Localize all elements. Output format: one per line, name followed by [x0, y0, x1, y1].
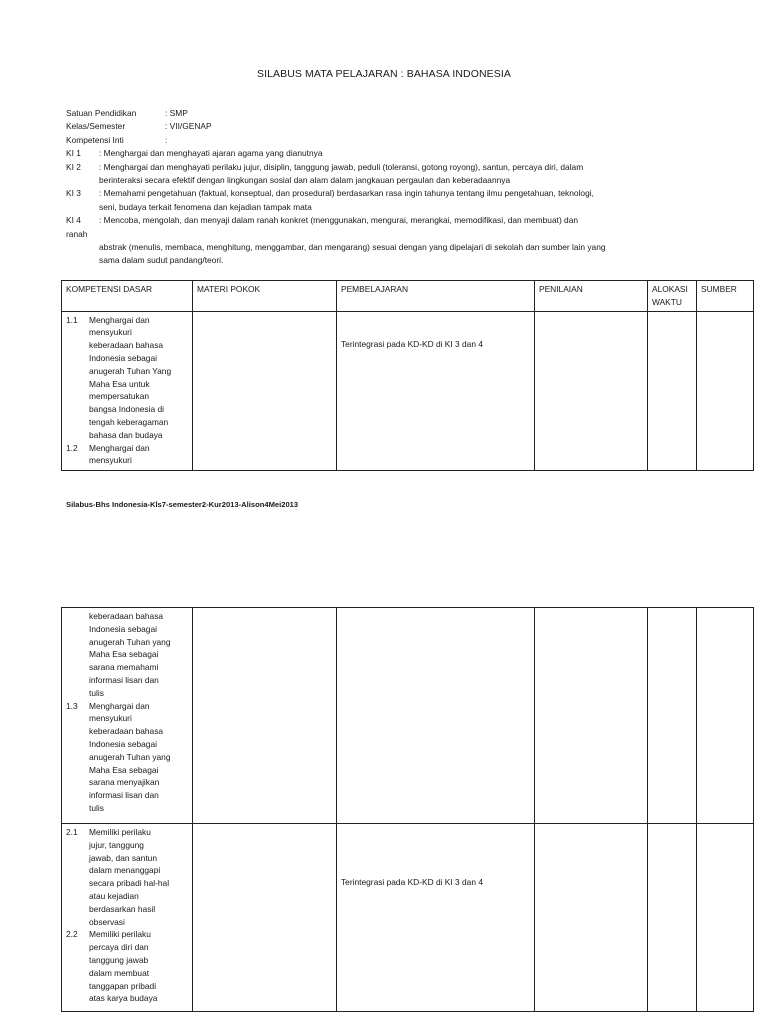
meta-value: : SMP	[165, 108, 188, 118]
table-row	[62, 608, 754, 824]
meta-value: :	[165, 134, 168, 145]
meta-label: Kelas/Semester	[66, 121, 126, 132]
ki-1	[66, 147, 716, 160]
ki-number: KI 4	[66, 215, 81, 226]
document-footer: Silabus-Bhs Indonesia-Kls7-semester2-Kur2013-Alison4Mei2013	[66, 500, 299, 509]
ki-text: : Menghargai dan menghayati perilaku jujur, disiplin, tanggung jawab, peduli (toleransi, gotong royong), santun, percaya diri, dalam	[99, 161, 584, 172]
cell-kompetensi-dasar	[62, 608, 193, 824]
ki-text: : Menghargai dan menghayati ajaran agama yang dianutnya	[99, 148, 323, 159]
kd-item-1-1	[66, 314, 188, 442]
cell-kompetensi-dasar	[62, 311, 193, 470]
kd-item-1-2	[66, 442, 188, 468]
kd-number: 1.2	[66, 442, 78, 453]
ki-text: : Memahami pengetahuan (faktual, konseptual, dan prosedural) berdasarkan rasa ingin tahunya tentang ilmu pengetahuan, teknologi,	[99, 188, 594, 199]
cell-alokasi-waktu	[648, 311, 697, 470]
header-penilaian: PENILAIAN	[535, 281, 648, 312]
cell-penilaian	[535, 311, 648, 470]
kd-item-continued	[66, 610, 188, 700]
page-title: SILABUS MATA PELAJARAN : BAHASA INDONESIA	[256, 68, 512, 80]
kd-text: keberadaan bahasa Indonesia sebagai anugerah Tuhan yang Maha Esa sebagai sarana memahami informasi lisan dan tulis	[89, 611, 171, 698]
cell-pembelajaran	[337, 608, 535, 824]
ki-4-continuation: sama dalam sudut pandang/teori.	[99, 255, 224, 266]
syllabus-table-2	[61, 607, 754, 1012]
kd-number: 2.2	[66, 929, 78, 940]
kd-item-1-3	[66, 700, 188, 815]
header-pembelajaran: PEMBELAJARAN	[337, 281, 535, 312]
meta-label: Kompetensi Inti	[66, 134, 124, 145]
meta-label: Satuan Pendidikan	[66, 108, 137, 118]
syllabus-table-1	[61, 280, 754, 471]
kd-text: Menghargai dan mensyukuri	[89, 442, 150, 466]
table-row	[62, 311, 754, 470]
kd-number: 1.1	[66, 314, 78, 325]
pembelajaran-note: Terintegrasi pada KD-KD di KI 3 dan 4	[341, 338, 483, 349]
syllabus-meta	[66, 107, 716, 268]
meta-satuan	[66, 107, 716, 120]
meta-kelas	[66, 120, 716, 133]
cell-pembelajaran	[337, 824, 535, 1012]
ki-number: KI 2	[66, 161, 81, 172]
ki-3	[66, 187, 716, 200]
kd-text: Menghargai dan mensyukuri keberadaan bahasa Indonesia sebagai anugerah Tuhan Yang Maha Esa untuk mempersatukan bangsa Indonesia di tengah keberagaman bahasa dan budaya	[89, 314, 172, 440]
kd-number: 1.3	[66, 700, 78, 711]
kd-item-2-1	[66, 826, 188, 928]
cell-sumber	[697, 608, 754, 824]
cell-penilaian	[535, 824, 648, 1012]
cell-alokasi-waktu	[648, 824, 697, 1012]
cell-penilaian	[535, 608, 648, 824]
kd-text: Memiliki perilaku percaya diri dan tanggung jawab dalam membuat tanggapan pribadi atas karya budaya	[89, 929, 158, 1004]
cell-sumber	[697, 311, 754, 470]
ki-4	[66, 214, 716, 227]
pembelajaran-note: Terintegrasi pada KD-KD di KI 3 dan 4	[341, 877, 483, 887]
ki-3-continuation: seni, budaya terkait fenomena dan kejadian tampak mata	[99, 201, 312, 212]
ki-number: KI 1	[66, 148, 81, 159]
kd-text: Menghargai dan mensyukuri keberadaan bahasa Indonesia sebagai anugerah Tuhan yang Maha Esa sebagai sarana menyajikan informasi lisan dan tulis	[89, 700, 171, 813]
header-sumber: SUMBER	[697, 281, 754, 312]
ki-4-continuation: abstrak (menulis, membaca, menghitung, menggambar, dan mengarang) sesuai dengan yang dipelajari di sekolah dan sumber lain yang	[99, 242, 606, 253]
cell-sumber	[697, 824, 754, 1012]
cell-materi-pokok	[193, 311, 337, 470]
cell-kompetensi-dasar	[62, 824, 193, 1012]
header-alokasi-waktu: ALOKASI WAKTU	[648, 281, 697, 312]
cell-pembelajaran	[337, 311, 535, 470]
meta-kompetensi	[66, 134, 716, 147]
table-header-row	[62, 281, 754, 312]
table-row	[62, 824, 754, 1012]
ki-text: : Mencoba, mengolah, dan menyaji dalam ranah konkret (menggunakan, mengurai, merangkai, memodifikasi, dan membuat) dan	[99, 215, 579, 226]
ki-4-ranah: ranah	[66, 228, 88, 239]
ki-2-continuation: berinteraksi secara efektif dengan lingkungan sosial dan alam dalam jangkauan pergaulan dan keberadaannya	[99, 175, 511, 186]
ki-2	[66, 161, 716, 174]
kd-number: 2.1	[66, 827, 78, 837]
kd-text: Memiliki perilaku jujur, tanggung jawab, dan santun dalam menanggapi secara pribadi hal-hal atau kejadian berdasarkan hasil observasi	[89, 827, 170, 927]
ki-number: KI 3	[66, 188, 81, 199]
header-kompetensi-dasar: KOMPETENSI DASAR	[62, 281, 193, 312]
kd-item-2-2	[66, 928, 188, 1005]
header-materi-pokok: MATERI POKOK	[193, 281, 337, 312]
cell-alokasi-waktu	[648, 608, 697, 824]
meta-value: : VII/GENAP	[165, 121, 212, 132]
cell-materi-pokok	[193, 608, 337, 824]
cell-materi-pokok	[193, 824, 337, 1012]
